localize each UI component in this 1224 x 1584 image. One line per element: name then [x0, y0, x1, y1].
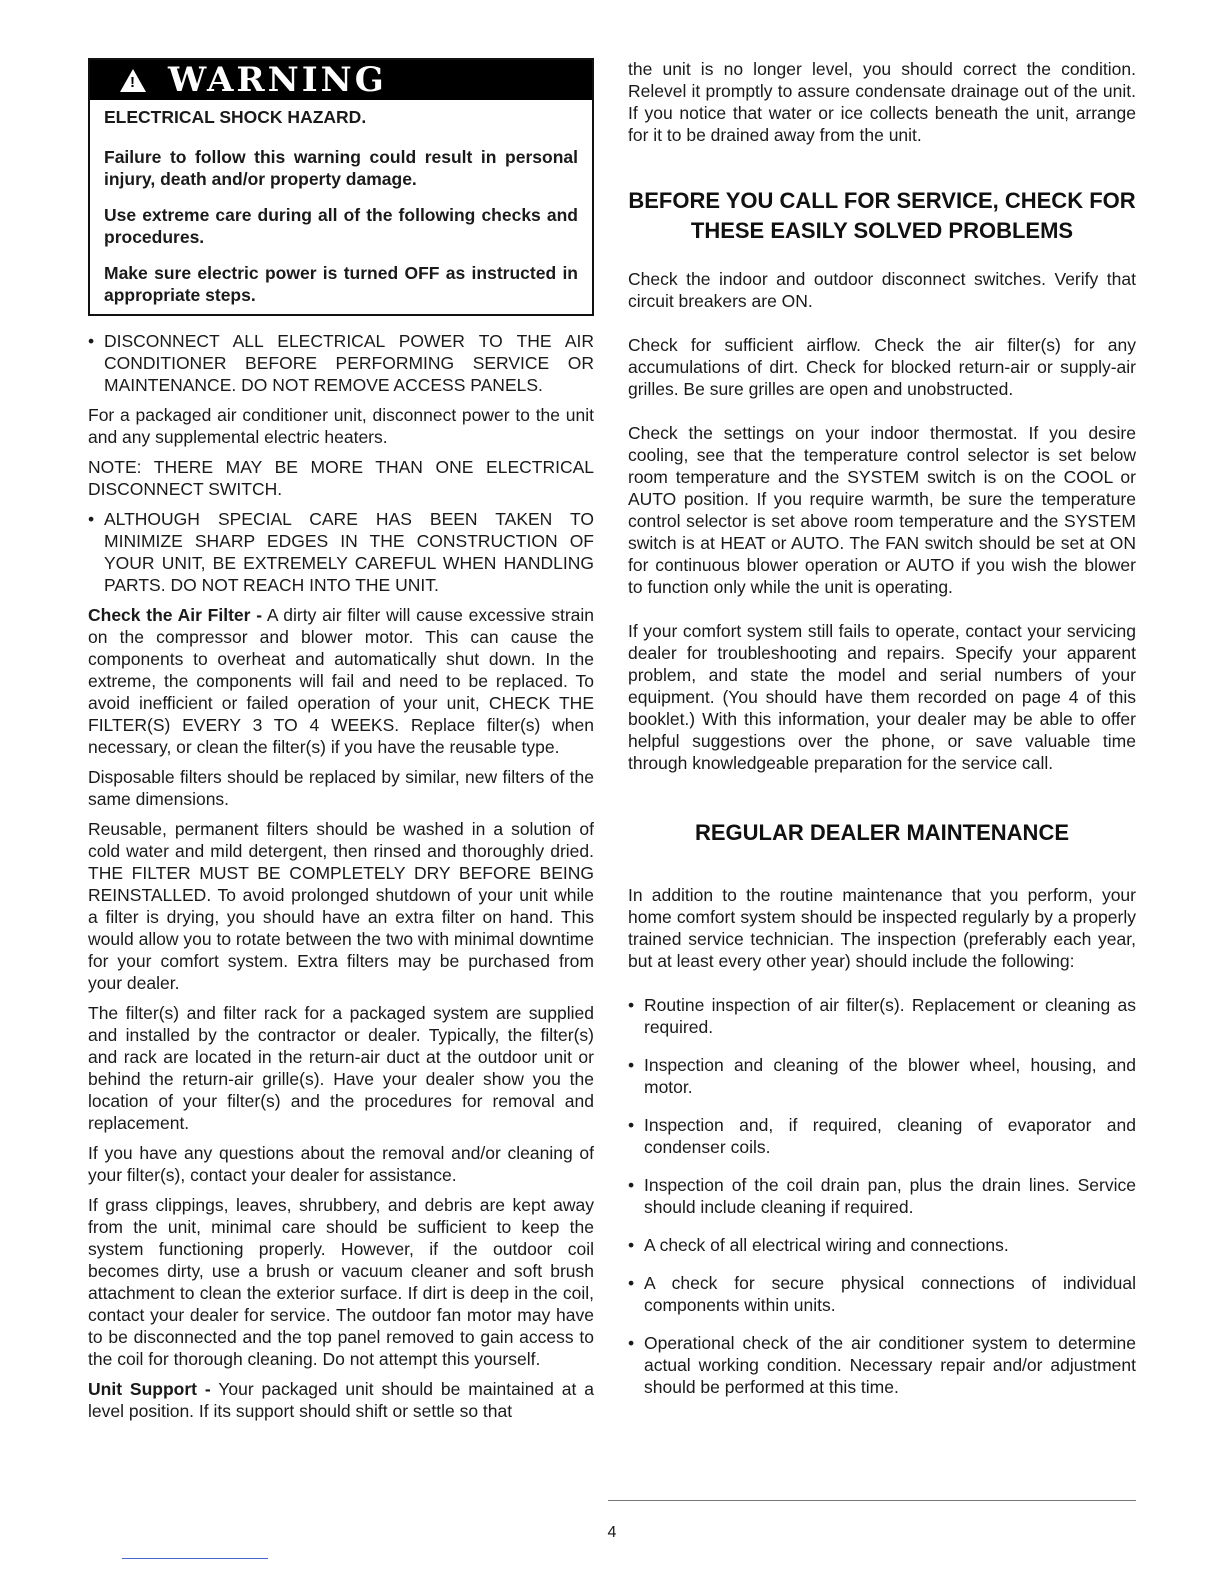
paragraph-questions: If you have any questions about the removal and/or cleaning of your filter(s), contact your dealer for assistance.: [88, 1143, 594, 1185]
warning-triangle-icon: !: [120, 69, 146, 92]
paragraph-check-filter: [88, 604, 594, 758]
warning-line: Use extreme care during all of the following checks and procedures.: [104, 205, 578, 247]
warning-line: ELECTRICAL SHOCK HAZARD.: [104, 107, 367, 127]
bullet-sharp-edges: • ALTHOUGH SPECIAL CARE HAS BEEN TAKEN TO MINIMIZE SHARP EDGES IN THE CONSTRUCTION OF YOUR UNIT, BE EXTREMELY CAREFUL WHEN HANDLING PARTS. DO NOT REACH INTO THE UNIT.: [88, 508, 594, 596]
left-column: [88, 58, 594, 1422]
paragraph-thermostat: Check the settings on your indoor thermostat. If you desire cooling, see that the temperature control selector is set below room temperature and the SYSTEM switch is on the COOL or AUTO position. If you require warmth, be sure the temperature control selector is set above room temperature and the SYSTEM switch is at HEAT or AUTO. The FAN switch should be set at ON for continuous blower operation or AUTO if you wish the blower to function only while the unit is operating.: [628, 423, 1136, 597]
filter-text: A dirty air filter will cause excessive strain on the compressor and blower motor. This can cause the components to overheat and automatically shut down. In the extreme, the components will fail and need to be replaced. To avoid inefficient or failed operation of your unit, CHECK THE FILTER(S) EVERY 3 TO 4 WEEKS. Replace filter(s) when necessary, or clean the filter(s) if you have the reusable type.: [88, 605, 595, 757]
paragraph-disconnect-switches: Check the indoor and outdoor disconnect switches. Verify that circuit breakers are ON.: [628, 269, 1136, 311]
filter-heading: Check the Air Filter -: [88, 605, 263, 625]
support-heading: Unit Support -: [88, 1379, 211, 1399]
list-item: • Routine inspection of air filter(s). Replacement or cleaning as required.: [628, 994, 1136, 1038]
footer-divider: [608, 1500, 1136, 1501]
paragraph-airflow: Check for sufficient airflow. Check the air filter(s) for any accumulations of dirt. Check for blocked return-air or supply-air grilles. Be sure grilles are open and unobstructed.: [628, 335, 1136, 399]
list-item: • Operational check of the air conditioner system to determine actual working condition. Necessary repair and/or adjustment should be performed at this time.: [628, 1332, 1136, 1398]
paragraph-filter-rack: The filter(s) and filter rack for a packaged system are supplied and installed by the contractor or dealer. Typically, the filter(s) and rack are located in the return-air duct at the outdoor unit or behind the return-air grille(s). Have your dealer show you the location of your filter(s) and the procedures for removal and replacement.: [88, 1003, 594, 1133]
warning-line: Make sure electric power is turned OFF as instructed in appropriate steps.: [104, 263, 578, 305]
paragraph-note: NOTE: THERE MAY BE MORE THAN ONE ELECTRICAL DISCONNECT SWITCH.: [88, 457, 594, 499]
paragraph-continued: the unit is no longer level, you should correct the condition. Relevel it promptly to assure condensate drainage out of the unit. If you notice that water or ice collects beneath the unit, arrange for it to be drained away from the unit.: [628, 59, 1136, 145]
footer-link-underline: [122, 1558, 268, 1559]
right-column: [628, 58, 1136, 1398]
warning-line: Failure to follow this warning could result in personal injury, death and/or property damage.: [104, 147, 578, 189]
paragraph-packaged: For a packaged air conditioner unit, disconnect power to the unit and any supplemental electric heaters.: [88, 405, 594, 447]
heading-dealer-maintenance: REGULAR DEALER MAINTENANCE: [695, 820, 1069, 845]
warning-body: [90, 100, 592, 314]
list-item: • A check for secure physical connections of individual components within units.: [628, 1272, 1136, 1316]
page-number: 4: [607, 1524, 617, 1541]
paragraph-unit-support: [88, 1378, 594, 1422]
paragraph-grass: If grass clippings, leaves, shrubbery, and debris are kept away from the unit, minimal care should be sufficient to keep the system functioning properly. However, if the outdoor coil becomes dirty, use a brush or vacuum cleaner and soft brush attachment to clean the exterior surface. If dirt is deep in the coil, contact your dealer for service. The outdoor fan motor may have to be disconnected and the top panel removed to gain access to the coil for thorough cleaning. Do not attempt this yourself.: [88, 1195, 594, 1369]
warning-header: [90, 60, 592, 100]
list-item: • Inspection of the coil drain pan, plus the drain lines. Service should include cleaning if required.: [628, 1174, 1136, 1218]
list-item: • Inspection and cleaning of the blower wheel, housing, and motor.: [628, 1054, 1136, 1098]
list-item: • A check of all electrical wiring and connections.: [628, 1234, 1136, 1256]
list-item: • Inspection and, if required, cleaning of evaporator and condenser coils.: [628, 1114, 1136, 1158]
bullet-disconnect: • DISCONNECT ALL ELECTRICAL POWER TO THE AIR CONDITIONER BEFORE PERFORMING SERVICE OR MAINTENANCE. DO NOT REMOVE ACCESS PANELS.: [88, 330, 594, 396]
paragraph-disposable: Disposable filters should be replaced by similar, new filters of the same dimensions.: [88, 767, 594, 809]
paragraph-routine: In addition to the routine maintenance that you perform, your home comfort system should be inspected regularly by a properly trained service technician. The inspection (preferably each year, but at least every other year) should include the following:: [628, 885, 1136, 971]
warning-box: [88, 58, 594, 316]
support-text: Your packaged unit should be maintained at a level position. If its support should shift or settle so that: [88, 1379, 595, 1421]
paragraph-still-fails: If your comfort system still fails to operate, contact your servicing dealer for troubleshooting and repairs. Specify your apparent problem, and state the model and serial numbers of your equipment. (You should have them recorded on page 4 of this booklet.) With this information, your dealer may be able to offer helpful suggestions over the phone, or save valuable time through knowledgeable preparation for the service call.: [628, 621, 1136, 773]
heading-before-service: BEFORE YOU CALL FOR SERVICE, CHECK FOR THESE EASILY SOLVED PROBLEMS: [628, 188, 1136, 243]
paragraph-reusable: Reusable, permanent filters should be washed in a solution of cold water and mild detergent, then rinsed and thoroughly dried. THE FILTER MUST BE COMPLETELY DRY BEFORE BEING REINSTALLED. To avoid prolonged shutdown of your unit while a filter is drying, you should have an extra filter on hand. This would allow you to rotate between the two with minimal downtime for your comfort system. Extra filters may be purchased from your dealer.: [88, 819, 594, 993]
warning-title: WARNING: [168, 60, 387, 100]
